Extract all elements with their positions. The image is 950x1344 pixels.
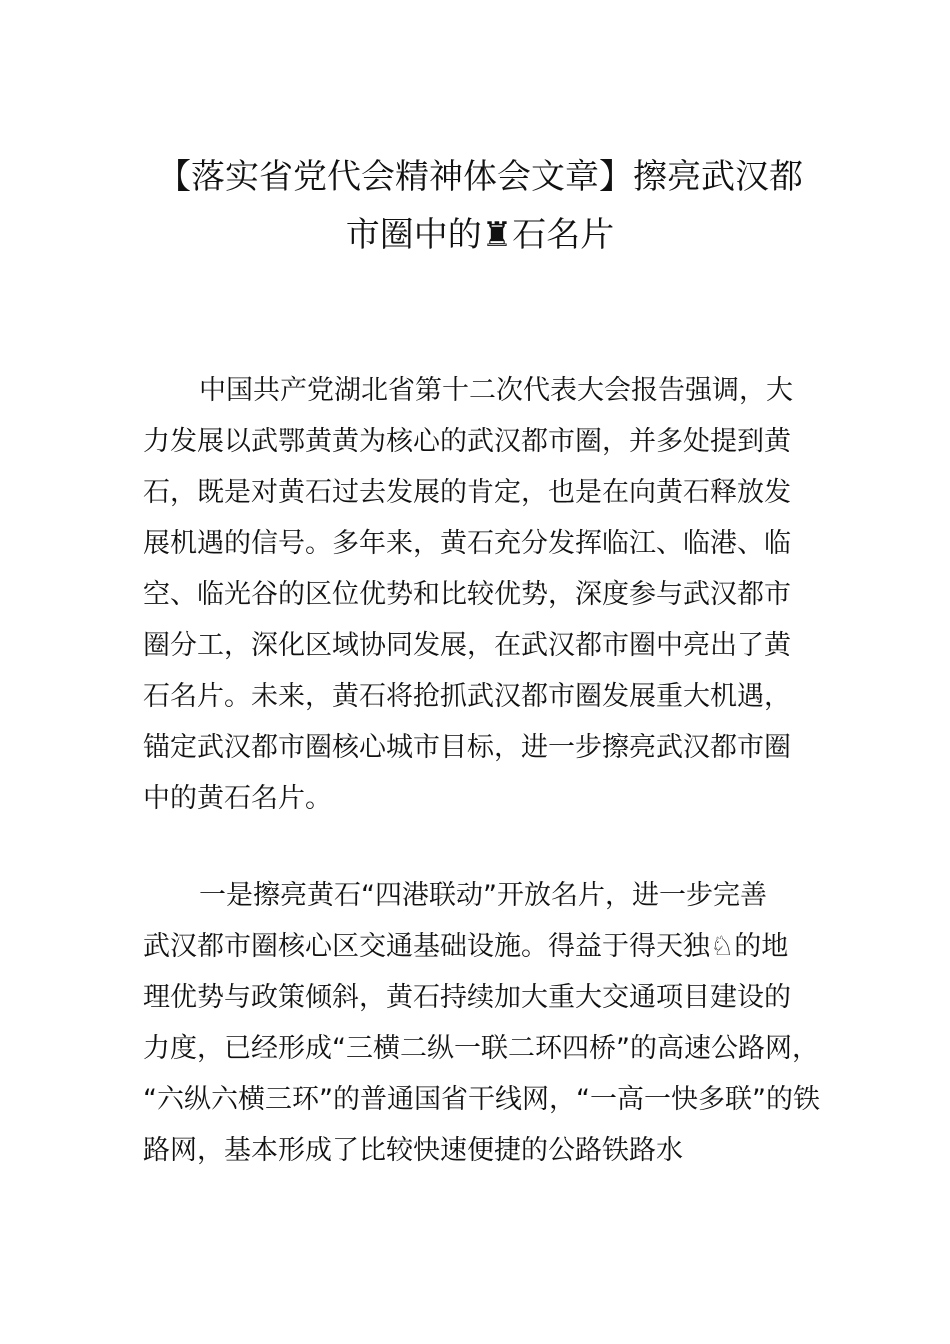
paragraph-line: 石名片。未来，黄石将抢抓武汉都市圈发展重大机遇， <box>143 681 791 712</box>
paragraph-line: 力发展以武鄂黄黄为核心的武汉都市圈，并多处提到黄 <box>143 426 791 457</box>
paragraph-line: 路网，基本形成了比较快速便捷的公路铁路水 <box>143 1135 683 1166</box>
body-paragraph <box>143 870 823 1176</box>
paragraph-line: 理优势与政策倾斜，黄石持续加大重大交通项目建设的 <box>143 982 791 1013</box>
paragraph-line: 圈分工，深化区域协同发展，在武汉都市圈中亮出了黄 <box>143 630 791 661</box>
paragraph-line: 中国共产党湖北省第十二次代表大会报告强调，大 <box>199 375 793 406</box>
paragraph-line: 武汉都市圈核心区交通基础设施。得益于得天独♘的地 <box>143 931 789 962</box>
paragraph-line: 中的黄石名片。 <box>143 783 332 814</box>
paragraph-line: 石，既是对黄石过去发展的肯定，也是在向黄石释放发 <box>143 477 791 508</box>
paragraph-line: 一是擦亮黄石“四港联动”开放名片，进一步完善 <box>199 880 767 911</box>
article-title <box>130 148 830 264</box>
paragraph-line: 展机遇的信号。多年来，黄石充分发挥临江、临港、临 <box>143 528 791 559</box>
body-paragraph <box>143 365 823 824</box>
paragraph-line: 力度，已经形成“三横二纵一联二环四桥”的高速公路网， <box>143 1033 819 1064</box>
paragraph-line: 空、临光谷的区位优势和比较优势，深度参与武汉都市 <box>143 579 791 610</box>
title-line: 市圈中的♜石名片 <box>345 215 615 255</box>
title-line: 【落实省党代会精神体会文章】擦亮武汉都 <box>157 157 803 197</box>
paragraph-line: 锚定武汉都市圈核心城市目标，进一步擦亮武汉都市圈 <box>143 732 791 763</box>
paragraph-line: “六纵六横三环”的普通国省干线网，“一高一快多联”的铁 <box>143 1084 820 1115</box>
